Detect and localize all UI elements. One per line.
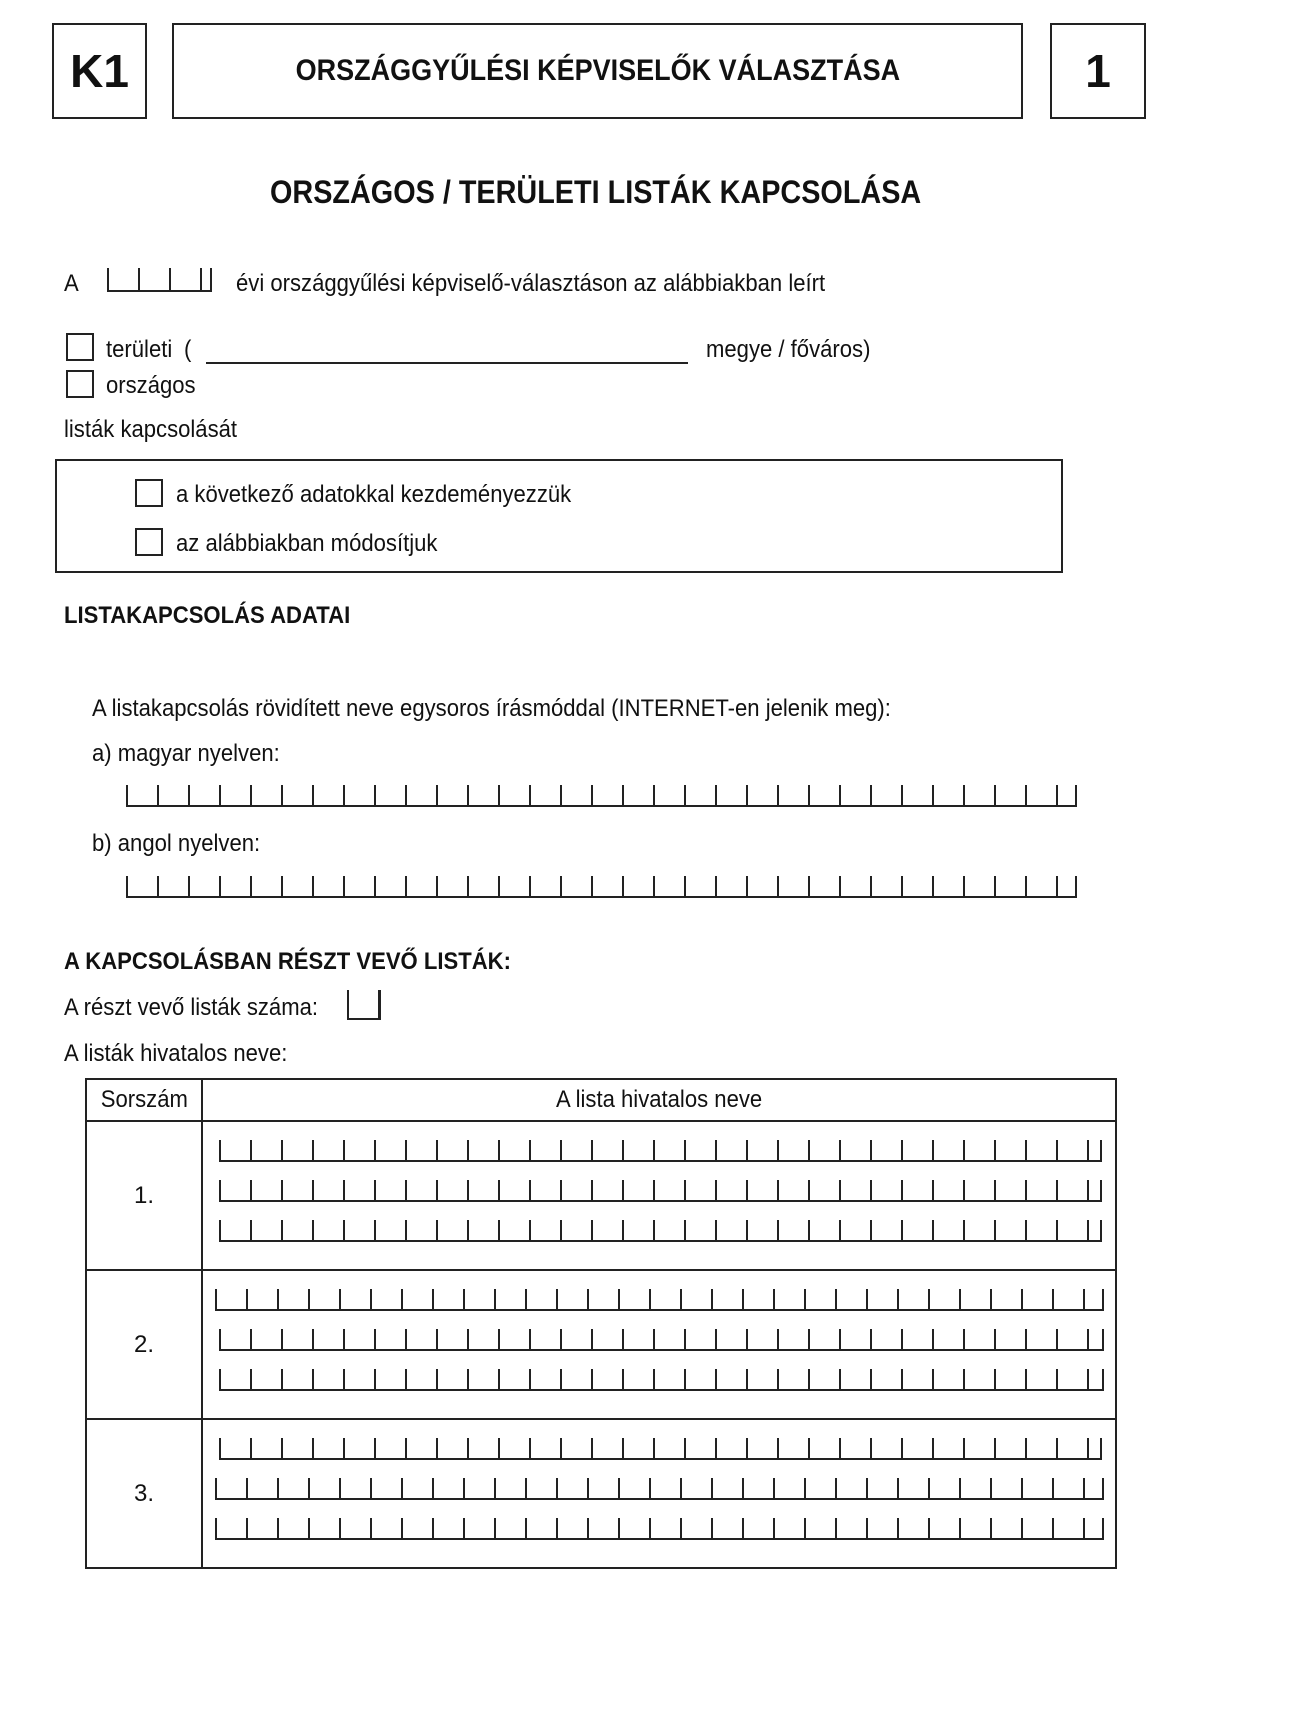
list-name-input[interactable] [219,1438,1102,1460]
page-number-box [1050,23,1146,119]
table-row [86,1270,1116,1419]
open-paren: ( [184,336,192,363]
row-number: 1. [86,1121,202,1270]
list-name-input[interactable] [219,1369,1104,1391]
list-name-input[interactable] [219,1220,1102,1242]
hungarian-label: a) magyar nyelven: [92,740,280,767]
year-input[interactable] [107,268,212,292]
list-name-input[interactable] [215,1518,1104,1540]
intro-suffix: évi országgyűlési képviselő-választáson az alábbiakban leírt [236,270,826,297]
list-count-input[interactable] [347,990,381,1020]
short-name-label: A listakapcsolás rövidített neve egysoros írásmóddal (INTERNET-en jelenik meg): [92,695,891,722]
row-number: 2. [86,1270,202,1419]
list-name-input[interactable] [215,1289,1104,1311]
page-subtitle: ORSZÁGOS / TERÜLETI LISTÁK KAPCSOLÁSA [270,174,922,210]
modify-checkbox[interactable] [135,528,163,556]
row-name-cell [202,1419,1116,1568]
lists-label: listák kapcsolását [64,416,238,443]
row-number: 3. [86,1419,202,1568]
list-name-input[interactable] [215,1478,1104,1500]
row-name-cell [202,1270,1116,1419]
names-label: A listák hivatalos neve: [64,1040,288,1067]
lists-table [85,1078,1117,1569]
national-checkbox[interactable] [66,370,94,398]
col-name-header: A lista hivatalos neve [202,1079,1116,1121]
table-row [86,1121,1116,1270]
intro-prefix: A [64,270,79,297]
table-header-row [86,1079,1116,1121]
count-label: A részt vevő listák száma: [64,994,319,1021]
form-title-box [172,23,1023,119]
initiate-checkbox[interactable] [135,479,163,507]
form-code-box [52,23,147,119]
national-label: országos [106,372,196,399]
row-name-cell [202,1121,1116,1270]
table-row [86,1419,1116,1568]
modify-label: az alábbiakban módosítjuk [176,530,438,557]
territorial-label: területi [106,336,173,363]
territorial-suffix: megye / főváros) [706,336,871,363]
territorial-checkbox[interactable] [66,333,94,361]
english-name-input[interactable] [126,876,1077,898]
col-number-header: Sorszám [86,1079,202,1121]
page-number: 1 [1085,45,1111,97]
section2-heading: A KAPCSOLÁSBAN RÉSZT VEVŐ LISTÁK: [64,948,511,975]
form-title: ORSZÁGGYŰLÉSI KÉPVISELŐK VÁLASZTÁSA [295,54,900,87]
form-code: K1 [70,45,129,97]
initiate-label: a következő adatokkal kezdeményezzük [176,481,572,508]
hungarian-name-input[interactable] [126,785,1077,807]
list-name-input[interactable] [219,1329,1104,1351]
county-input[interactable] [206,362,688,364]
section1-heading: LISTAKAPCSOLÁS ADATAI [64,602,351,629]
list-name-input[interactable] [219,1180,1102,1202]
english-label: b) angol nyelven: [92,830,261,857]
list-name-input[interactable] [219,1140,1102,1162]
